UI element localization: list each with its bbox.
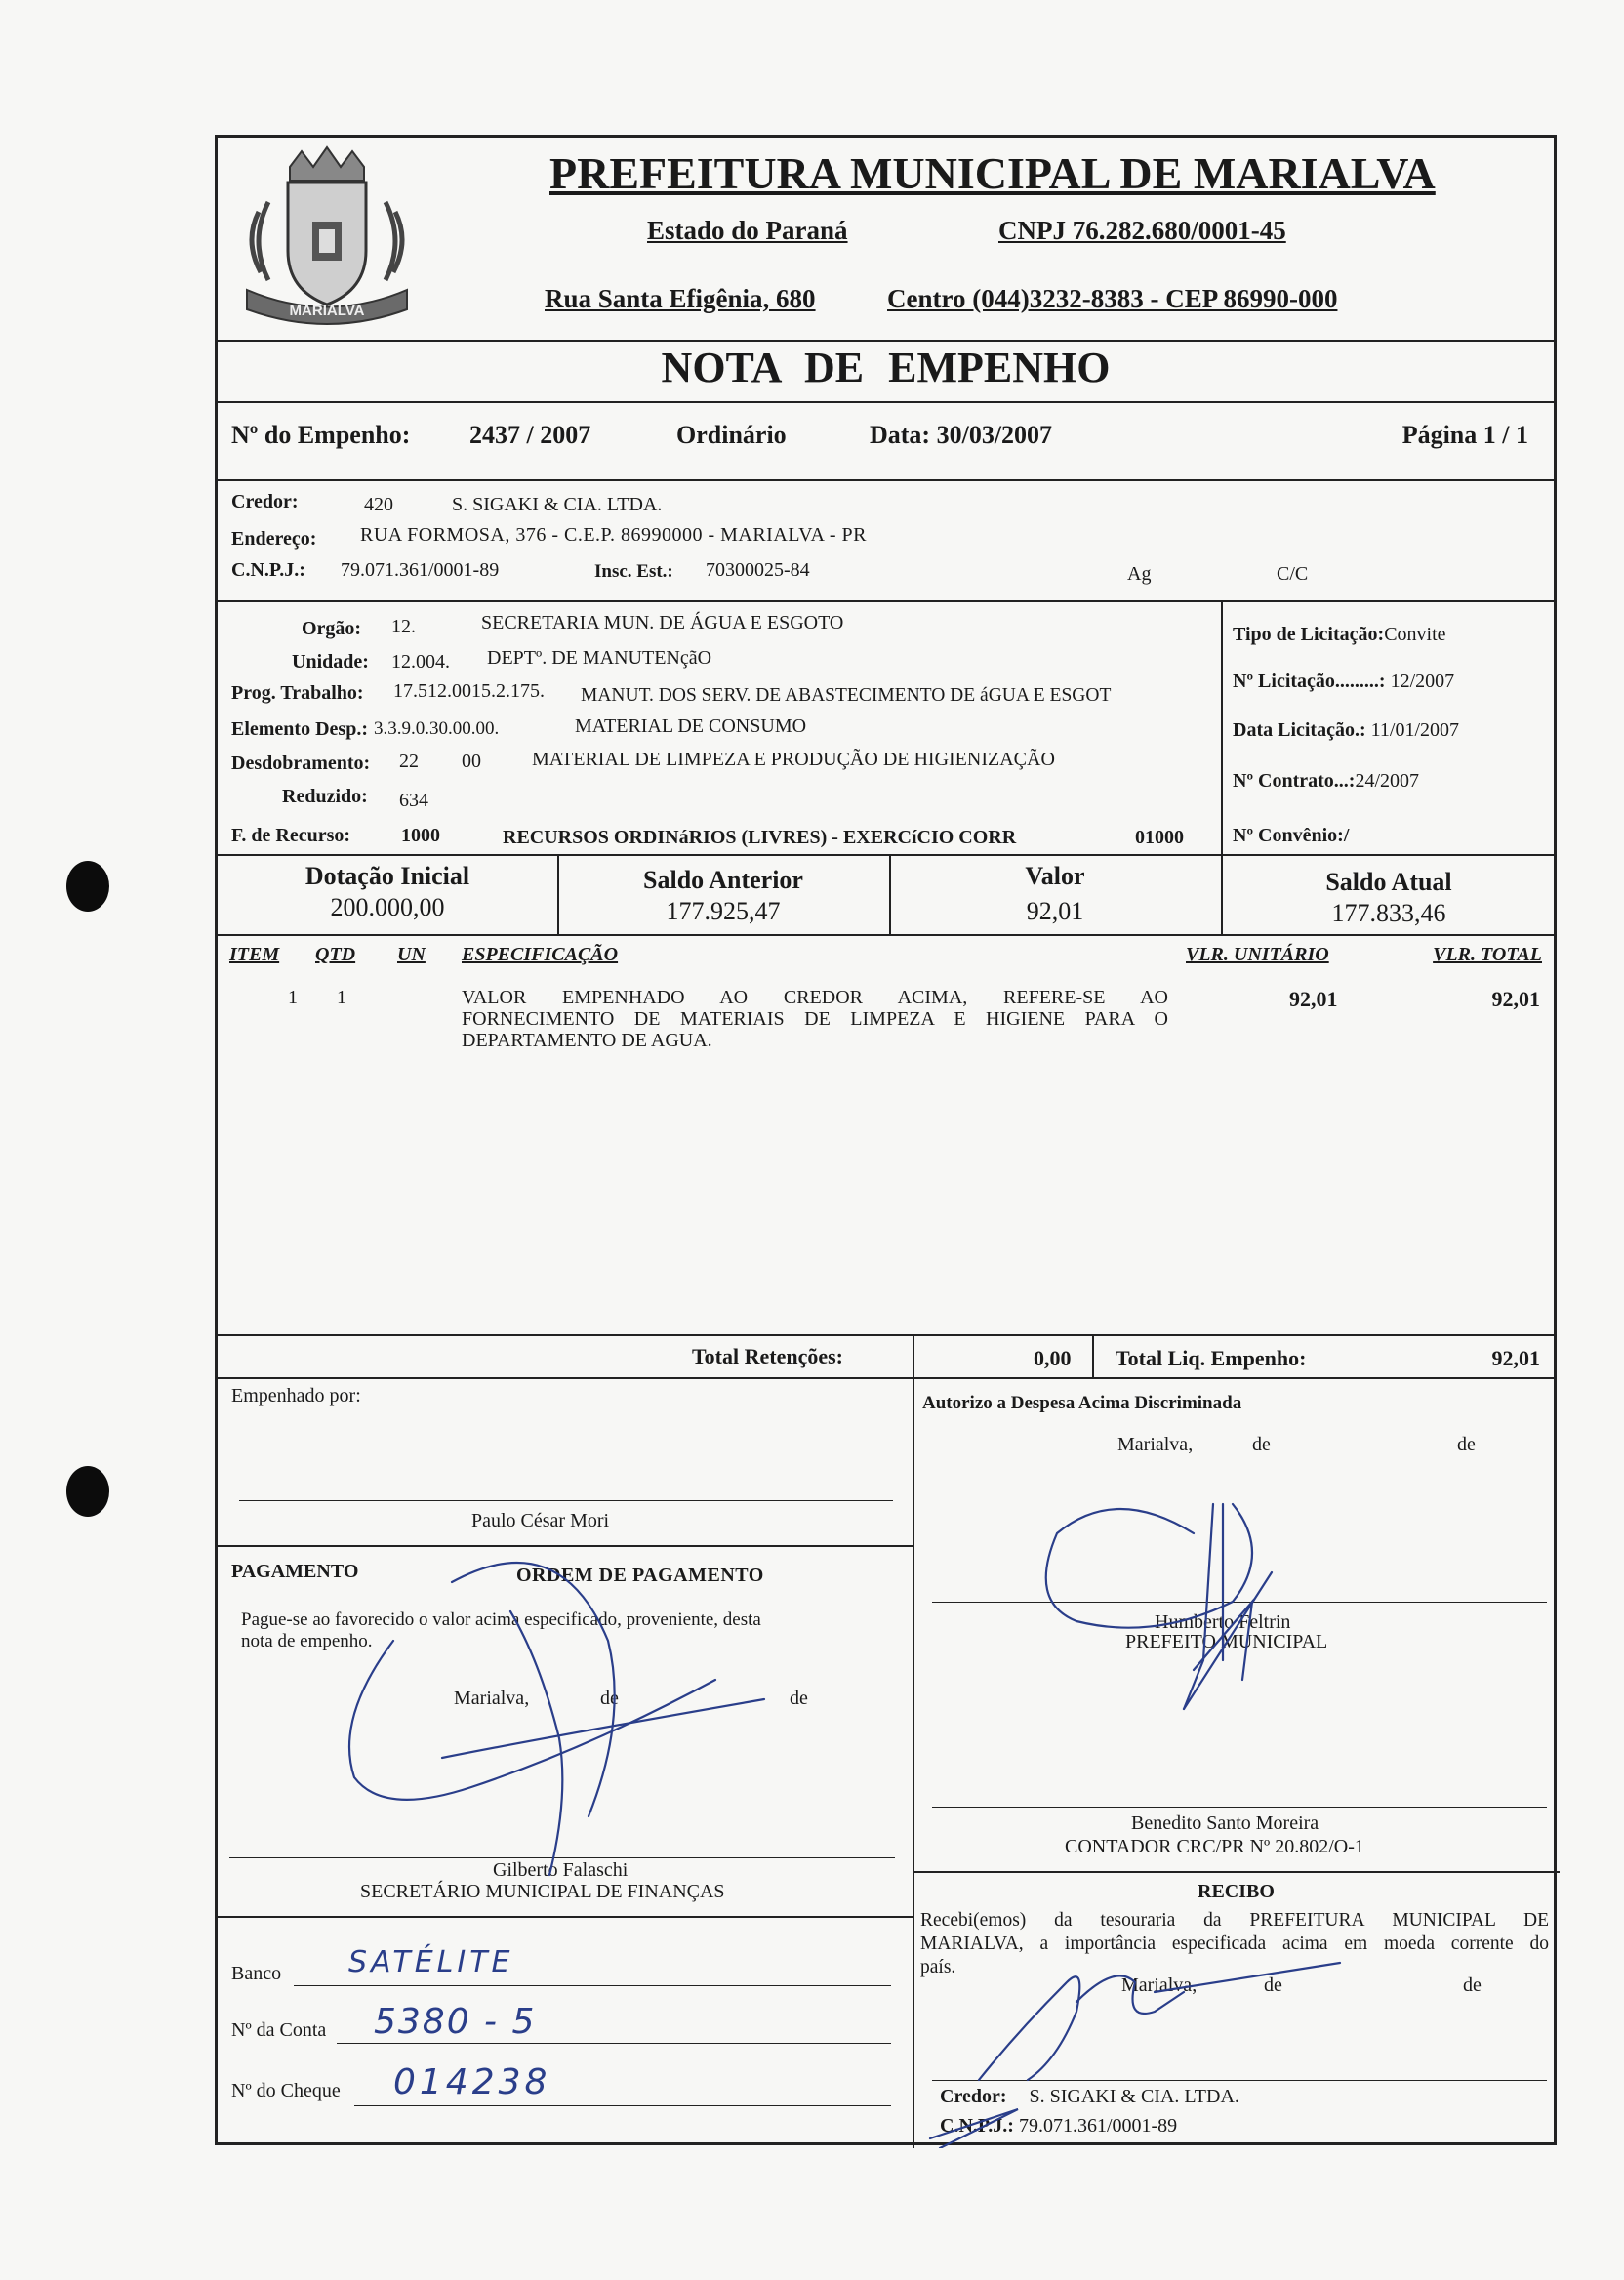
reduzido-label: Reduzido: [282, 786, 368, 807]
pagamento-de2: de [790, 1688, 808, 1709]
recibo-credor-label: Credor: [940, 2086, 1007, 2107]
binder-hole-top [66, 861, 109, 912]
credor-code: 420 [364, 494, 393, 515]
contrato-label: Nº Contrato...: [1233, 770, 1356, 792]
recibo-text-line: país. [920, 1957, 956, 1977]
elemento-name: MATERIAL DE CONSUMO [575, 715, 807, 737]
recibo-cnpj-value: 79.071.361/0001-89 [1018, 2115, 1178, 2137]
empenho-type: Ordinário [676, 421, 787, 449]
cnpj-label: C.N.P.J.: [231, 559, 305, 581]
municipality-address: Rua Santa Efigênia, 680 [545, 284, 816, 313]
col-qtd-header: QTD [315, 944, 356, 965]
fonte-label: F. de Recurso: [231, 825, 351, 846]
recibo-text-line: MARIALVA, a importância especificada acima em moeda corrente do [920, 1934, 1549, 1954]
valor-label: Valor [1025, 862, 1085, 890]
recibo-text-line: Recebi(emos) da tesouraria da PREFEITURA MUNICIPAL DE [920, 1910, 1549, 1931]
fonte-name: RECURSOS ORDINáRIOS (LIVRES) - EXERCíCIO CORR [503, 827, 1017, 848]
crest-banner-text: MARIALVA [289, 303, 365, 319]
municipality-cnpj: CNPJ 76.282.680/0001-45 [998, 216, 1286, 245]
municipality-title: PREFEITURA MUNICIPAL DE MARIALVA [549, 148, 1436, 198]
autorizo-de1: de [1252, 1434, 1271, 1455]
recibo-de2: de [1463, 1975, 1482, 1996]
col-un-header: UN [397, 944, 426, 965]
credor-address: RUA FORMOSA, 376 - C.E.P. 86990000 - MARIALVA - PR [360, 524, 867, 546]
credor-label: Credor: [231, 491, 299, 512]
saldo-anterior-label: Saldo Anterior [643, 866, 803, 894]
elemento-label: Elemento Desp.: [231, 718, 368, 740]
autorizo-de2: de [1457, 1434, 1476, 1455]
signature-strokes [218, 138, 1560, 2148]
saldo-atual-label: Saldo Atual [1325, 868, 1452, 896]
saldo-atual-value: 177.833,46 [1331, 899, 1446, 927]
desdobramento-name: MATERIAL DE LIMPEZA E PRODUÇÃO DE HIGIENIZAÇÃO [532, 749, 1055, 770]
pagamento-place: Marialva, [454, 1688, 530, 1709]
credor-cnpj: 79.071.361/0001-89 [341, 559, 500, 581]
autorizo-place: Marialva, [1117, 1434, 1194, 1455]
item-unit-price: 92,01 [1289, 987, 1338, 1011]
prog-name: MANUT. DOS SERV. DE ABASTECIMENTO DE áGUA E ESGOT [581, 685, 1112, 706]
insc-label: Insc. Est.: [594, 561, 673, 582]
convenio-label: Nº Convênio:/ [1233, 825, 1350, 846]
autorizo-text: Autorizo a Despesa Acima Discriminada [922, 1393, 1242, 1413]
desdobramento-code2: 00 [462, 751, 481, 772]
document-title: NOTA DE EMPENHO [661, 344, 1111, 391]
conta-label: Nº da Conta [231, 2019, 327, 2041]
unidade-code: 12.004. [391, 651, 450, 672]
empenho-number: 2437 / 2007 [469, 421, 591, 449]
desdobramento-code1: 22 [399, 751, 419, 772]
binder-hole-bottom [66, 1466, 109, 1517]
pagamento-title: PAGAMENTO [231, 1561, 359, 1582]
col-unit-header: VLR. UNITÁRIO [1186, 944, 1329, 965]
orgao-name: SECRETARIA MUN. DE ÁGUA E ESGOTO [481, 612, 844, 633]
ag-label: Ag [1127, 563, 1152, 585]
secretario-name: Gilberto Falaschi [493, 1859, 629, 1881]
recibo-title: RECIBO [1198, 1881, 1275, 1902]
cc-label: C/C [1277, 563, 1309, 585]
unidade-name: DEPTº. DE MANUTENçãO [487, 647, 712, 669]
credor-insc: 70300025-84 [706, 559, 810, 581]
retencoes-value: 0,00 [1034, 1346, 1072, 1370]
item-spec-line: VALOR EMPENHADO AO CREDOR ACIMA, REFERE-SE AO [462, 987, 1168, 1008]
empenho-label: Nº do Empenho: [231, 421, 411, 449]
state-name: Estado do Paraná [647, 216, 848, 245]
col-item-header: ITEM [229, 944, 280, 965]
licitacao-numero-value: 12/2007 [1390, 671, 1455, 692]
prog-code: 17.512.0015.2.175. [393, 680, 545, 702]
saldo-anterior-value: 177.925,47 [666, 897, 781, 925]
ordem-pagamento-title: ORDEM DE PAGAMENTO [516, 1565, 764, 1586]
cheque-label: Nº do Cheque [231, 2080, 341, 2101]
address-label: Endereço: [231, 528, 317, 550]
municipality-contact: Centro (044)3232-8383 - CEP 86990-000 [887, 284, 1338, 313]
orgao-label: Orgão: [302, 618, 362, 639]
licitacao-data-label: Data Licitação.: [1233, 719, 1366, 741]
empenhado-por-label: Empenhado por: [231, 1385, 361, 1406]
orgao-code: 12. [391, 616, 416, 637]
desdobramento-label: Desdobramento: [231, 753, 371, 774]
empenhado-por-name: Paulo César Mori [471, 1510, 610, 1531]
recibo-cnpj-label: C.N.P.J.: [940, 2115, 1014, 2137]
reduzido-value: 634 [399, 790, 428, 811]
recibo-de1: de [1264, 1975, 1282, 1996]
contrato-value: 24/2007 [1355, 770, 1420, 792]
credor-name: S. SIGAKI & CIA. LTDA. [452, 494, 663, 515]
banco-handwritten: SATÉLITE [348, 1945, 514, 1979]
recibo-place: Marialva, [1121, 1975, 1198, 1996]
item-spec-line: FORNECIMENTO DE MATERIAIS DE LIMPEZA E HIGIENE PARA O [462, 1008, 1168, 1030]
elemento-code: 3.3.9.0.30.00.00. [374, 718, 500, 739]
col-spec-header: ESPECIFICAÇÃO [462, 944, 619, 965]
unidade-label: Unidade: [292, 651, 369, 672]
licitacao-tipo-label: Tipo de Licitação: [1233, 624, 1385, 645]
licitacao-numero-label: Nº Licitação.........: [1233, 671, 1386, 692]
fonte-extra: 01000 [1135, 827, 1184, 848]
licitacao-data-value: 11/01/2007 [1370, 719, 1460, 741]
dotacao-label: Dotação Inicial [304, 862, 470, 890]
pague-text-line: nota de empenho. [241, 1631, 373, 1651]
retencoes-label: Total Retenções: [692, 1344, 843, 1368]
pagamento-de1: de [600, 1688, 619, 1709]
dotacao-value: 200.000,00 [330, 893, 445, 921]
contador-title: CONTADOR CRC/PR Nº 20.802/O-1 [1065, 1836, 1364, 1857]
item-total-price: 92,01 [1491, 987, 1540, 1011]
item-spec-line: DEPARTAMENTO DE AGUA. [462, 1030, 712, 1051]
prefeito-title: PREFEITO MUNICIPAL [1125, 1631, 1328, 1652]
item-number: 1 [288, 987, 298, 1008]
total-liquido-value: 92,01 [1491, 1346, 1540, 1370]
item-qtd: 1 [337, 987, 346, 1008]
nota-de-empenho-document [215, 135, 1557, 2145]
valor-value: 92,01 [1026, 897, 1084, 925]
banco-label: Banco [231, 1963, 282, 1984]
total-liquido-label: Total Liq. Empenho: [1116, 1346, 1307, 1370]
page-number: Página 1 / 1 [1401, 421, 1528, 449]
licitacao-tipo-value: Convite [1384, 624, 1446, 645]
prefeito-name: Humberto Feltrin [1155, 1611, 1291, 1633]
cheque-handwritten: 014238 [393, 2062, 551, 2102]
empenho-date: Data: 30/03/2007 [870, 421, 1053, 449]
conta-handwritten: 5380 - 5 [374, 2002, 537, 2042]
pague-text-line: Pague-se ao favorecido o valor acima especificado, proveniente, desta [241, 1609, 761, 1630]
secretario-title: SECRETÁRIO MUNICIPAL DE FINANÇAS [360, 1881, 725, 1902]
contador-name: Benedito Santo Moreira [1131, 1812, 1320, 1834]
fonte-code: 1000 [401, 825, 440, 846]
prog-label: Prog. Trabalho: [231, 682, 364, 704]
recibo-credor-value: S. SIGAKI & CIA. LTDA. [1029, 2086, 1239, 2107]
col-total-header: VLR. TOTAL [1433, 944, 1542, 965]
